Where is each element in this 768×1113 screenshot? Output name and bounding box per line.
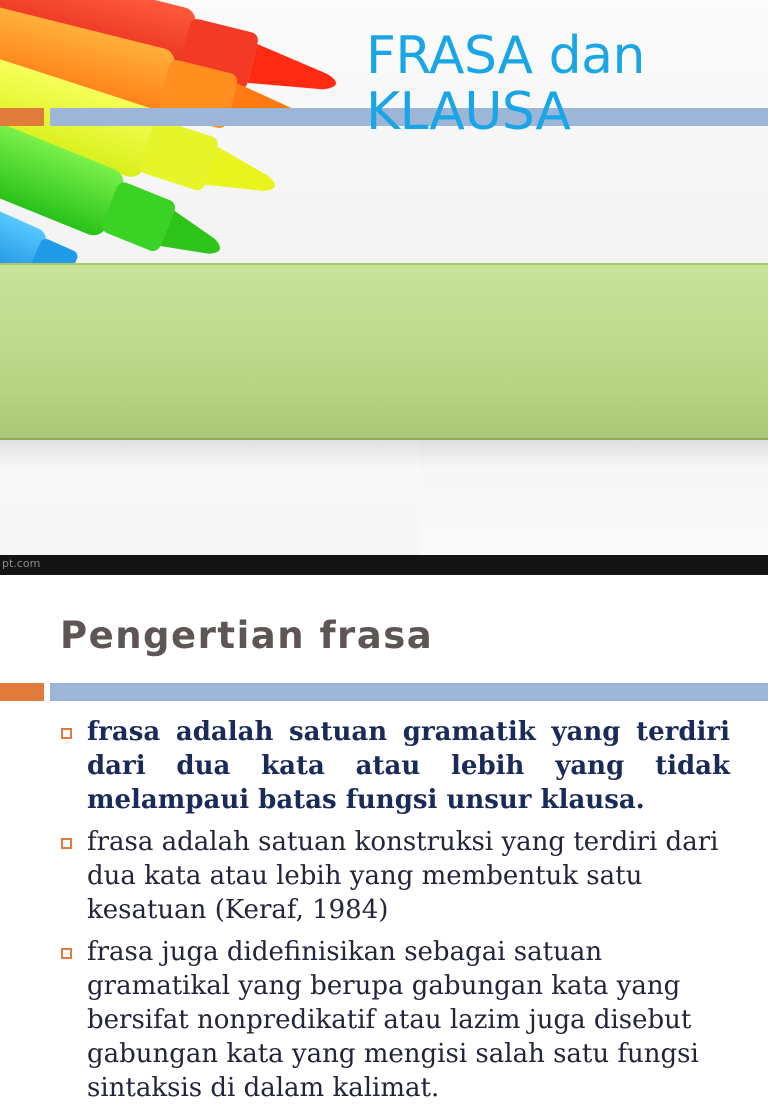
slide-title [366, 28, 756, 140]
bullet-text: frasa adalah satuan gramatik yang terdiri dari dua kata atau lebih yang tidak melampaui batas fungsi unsur klausa. [87, 717, 730, 815]
content-slide [0, 575, 768, 1103]
green-band [0, 263, 768, 440]
square-bullet-icon [61, 728, 72, 739]
title-line-2: KLAUSA [366, 82, 571, 142]
title-line-1: FRASA dan [366, 26, 645, 86]
slide-heading: Pengertian frasa [60, 614, 434, 657]
bullet-text: frasa adalah satuan konstruksi yang terdiri dari dua kata atau lebih yang membentuk satu kesatuan (Keraf, 1984) [87, 827, 719, 925]
accent-bar-blue [50, 683, 768, 701]
bullet-item-3 [60, 935, 730, 1105]
bullet-item-2 [60, 825, 730, 927]
bullet-text: frasa juga didefinisikan sebagai satuan gramatikal yang berupa gabungan kata yang bersifat nonpredikatif atau lazim juga disebut gabungan kata yang mengisi salah satu fungsi sintaksis di dalam kalimat. [87, 937, 699, 1103]
bullet-list [60, 715, 730, 1113]
title-slide [0, 0, 768, 555]
accent-bar-orange [0, 683, 44, 701]
watermark-text: pt.com [2, 557, 41, 570]
band-shadow [0, 438, 768, 468]
square-bullet-icon [61, 838, 72, 849]
slide-separator [0, 555, 768, 575]
bullet-item-1 [60, 715, 730, 817]
square-bullet-icon [61, 948, 72, 959]
accent-bar-orange [0, 108, 44, 126]
